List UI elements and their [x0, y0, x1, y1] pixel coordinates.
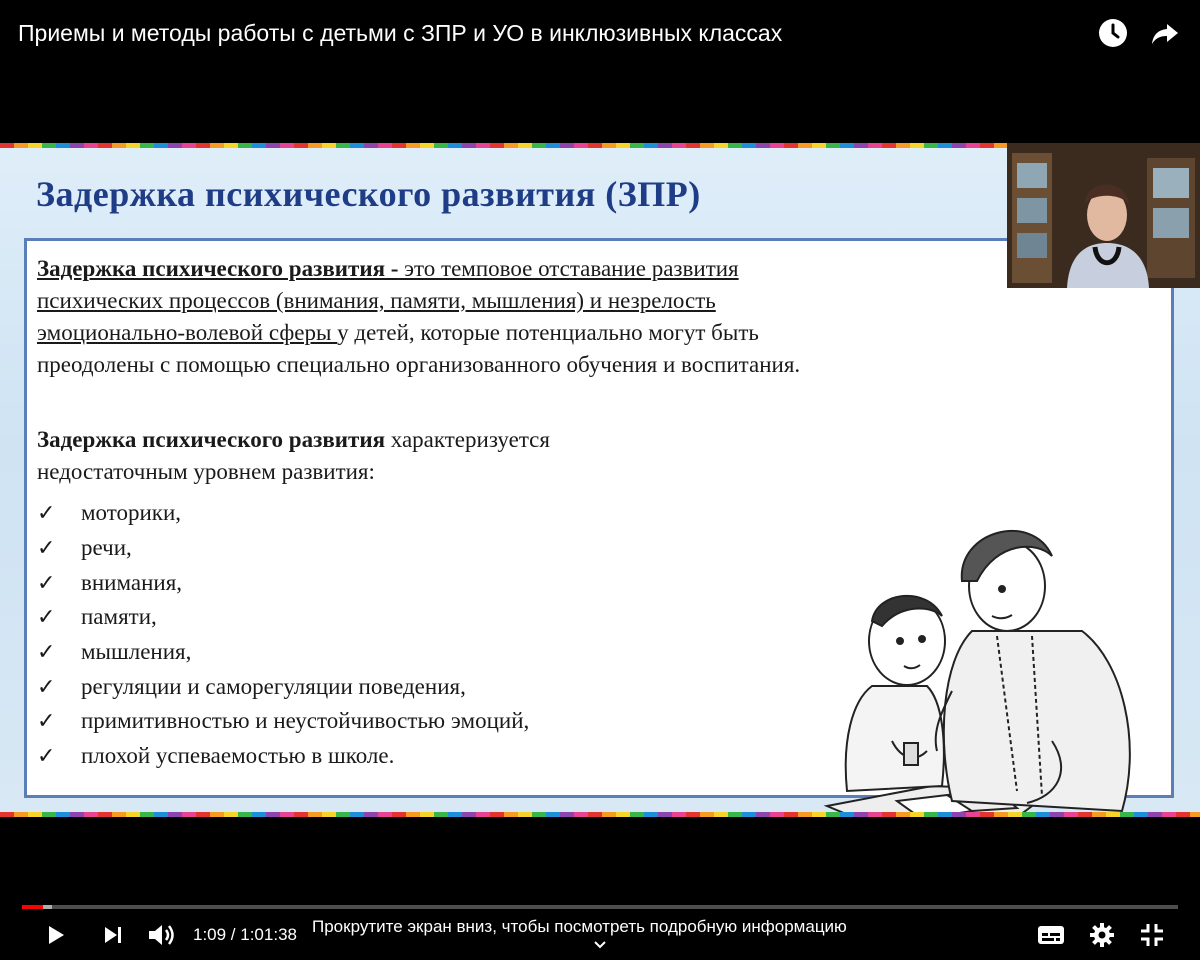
list-item [37, 600, 529, 635]
progress-played [22, 905, 43, 909]
characteristics-paragraph [37, 424, 657, 488]
webcam-presenter-video [1007, 143, 1200, 288]
chevron-down-icon[interactable] [592, 938, 608, 952]
definition-paragraph [37, 253, 867, 381]
teacher-child-illustration [822, 511, 1152, 817]
list-item-text: речи, [81, 535, 132, 561]
slide-title: Задержка психического развития (ЗПР) [36, 174, 701, 214]
check-icon: ✓ [37, 639, 56, 665]
list-item [37, 669, 529, 704]
exit-fullscreen-icon[interactable] [1135, 918, 1169, 952]
check-icon: ✓ [37, 604, 56, 630]
settings-gear-icon[interactable] [1085, 918, 1119, 952]
play-icon[interactable] [38, 918, 72, 952]
list-item-text: плохой успеваемостью в школе. [81, 743, 395, 769]
time-display: 1:09 / 1:01:38 [193, 925, 297, 944]
check-icon: ✓ [37, 708, 56, 734]
next-icon[interactable] [96, 918, 130, 952]
progress-bar[interactable] [22, 905, 1178, 909]
subtitles-icon[interactable] [1034, 918, 1068, 952]
characteristics-rest: характеризуется недостаточным уровнем развития: [37, 427, 550, 484]
list-item [37, 565, 529, 600]
share-arrow-icon[interactable] [1149, 17, 1181, 49]
check-icon: ✓ [37, 569, 56, 595]
definition-rest: у детей, которые потенциально могут быть преодолены с помощью специально организованного обучения и воспитания. [37, 320, 801, 377]
clock-icon[interactable] [1097, 17, 1129, 49]
list-item [37, 496, 529, 531]
characteristics-term: Задержка психического развития [37, 427, 386, 452]
video-title[interactable]: Приемы и методы работы с детьми с ЗПР и УО в инклюзивных классах [18, 20, 783, 46]
list-item-text: памяти, [81, 604, 157, 630]
definition-underlined: это темповое отставание развития психических процессов (внимания, памяти, мышления) и незрелость эмоционально-волевой сферы [37, 256, 739, 345]
rainbow-stripe-bottom [0, 812, 1200, 817]
check-icon: ✓ [37, 743, 56, 769]
list-item-text: моторики, [81, 500, 182, 526]
definition-term: Задержка психического развития - [37, 256, 399, 281]
list-item [37, 635, 529, 670]
list-item [37, 704, 529, 739]
list-item [37, 739, 529, 774]
list-item-text: регуляции и саморегуляции поведения, [81, 673, 466, 699]
list-item-text: примитивностью и неустойчивостью эмоций, [81, 708, 530, 734]
list-item-text: мышления, [81, 639, 192, 665]
characteristics-list [37, 496, 529, 774]
list-item [37, 531, 529, 566]
list-item-text: внимания, [81, 569, 183, 595]
check-icon: ✓ [37, 500, 56, 526]
scroll-hint: Прокрутите экран вниз, чтобы посмотреть подробную информацию [312, 917, 847, 936]
slide-content-box [24, 238, 1174, 798]
check-icon: ✓ [37, 535, 56, 561]
volume-icon[interactable] [145, 918, 179, 952]
check-icon: ✓ [37, 673, 56, 699]
